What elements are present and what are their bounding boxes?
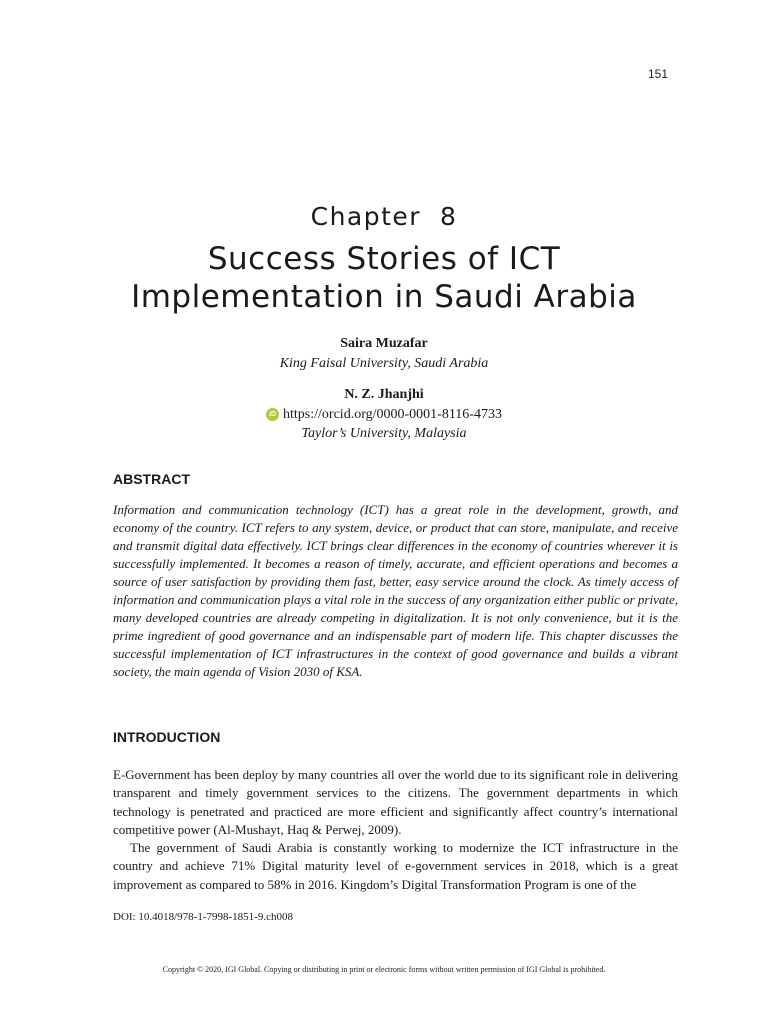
author-block (0, 334, 768, 443)
author-affiliation: Taylor’s University, Malaysia (301, 426, 467, 441)
introduction-heading: INTRODUCTION (113, 729, 221, 745)
copyright-notice: Copyright © 2020, IGI Global. Copying or distributing in print or electronic forms without written permission of IGI Global is prohibited. (162, 965, 606, 974)
orcid-icon: iD (266, 408, 279, 421)
orcid-line (0, 405, 768, 424)
author-affiliation: King Faisal University, Saudi Arabia (279, 356, 489, 371)
intro-paragraph: The government of Saudi Arabia is constantly working to modernize the ICT infrastructure in the country and achieve 71% Digital maturity level of e-government services in 2018, which is a great improvement as compared to 58% in 2016. Kingdom’s Digital Transformation Program is one of the (113, 840, 678, 892)
introduction-body (113, 766, 678, 894)
author-name: Saira Muzafar (340, 336, 428, 351)
intro-paragraph: E-Government has been deploy by many countries all over the world due to its significant role in delivering transparent and timely government services to the citizens. The government departments in which technology is penetrated and practiced are more efficient and significantly affect country’s international competitive power (Al-Mushayt, Haq & Perwej, 2009). (113, 767, 678, 837)
chapter-title-line-2: Implementation in Saudi Arabia (131, 279, 637, 315)
orcid-link[interactable]: https://orcid.org/0000-0001-8116-4733 (283, 407, 502, 422)
author-name: N. Z. Jhanjhi (344, 387, 424, 402)
page-number: 151 (647, 67, 668, 81)
chapter-title-line-1: Success Stories of ICT (207, 241, 561, 277)
doi-line: DOI: 10.4018/978-1-7998-1851-9.ch008 (113, 911, 293, 923)
abstract-text: Information and communication technology (ICT) has a great role in the development, growth, and economy of the country. ICT refers to any system, device, or product that can store, manipulate, and receive and transmit digital data effectively. ICT brings clear differences in the economy of countries wherever it is successfully implemented. It becomes a reason of timely, accurate, and efficient operations and becomes a source of user satisfaction by providing them fast, better, easy service around the clock. As timely access of information and communication plays a vital role in the success of any organization either public or private, many developed countries are already competing in digitalization. It is not only convenience, but it is the prime ingredient of good governance and an indispensable part of modern life. This chapter discusses the successful implementation of ICT infrastructures in the context of good governance and builds a vibrant society, the main agenda of Vision 2030 of KSA. (113, 502, 678, 679)
chapter-title (0, 240, 768, 316)
abstract-heading: ABSTRACT (113, 471, 190, 487)
chapter-label: Chapter 8 (310, 202, 458, 231)
